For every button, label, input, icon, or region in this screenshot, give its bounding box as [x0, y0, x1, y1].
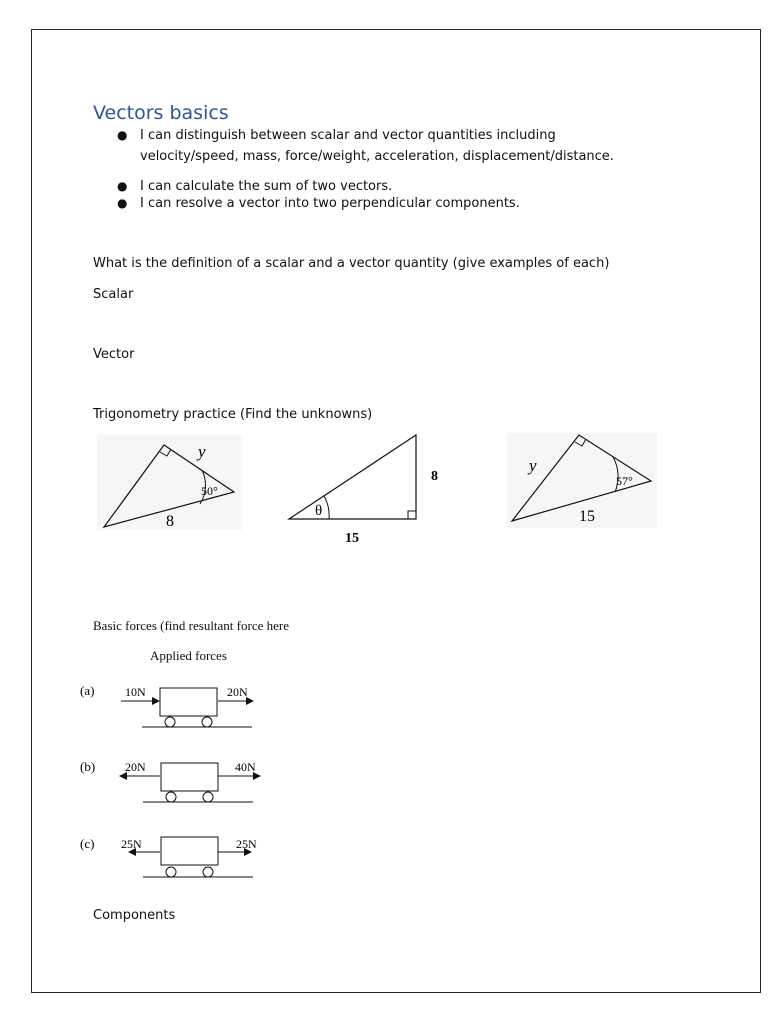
force-diagram-c — [77, 828, 292, 883]
case-b-left-force: 20N — [125, 760, 146, 774]
case-c-right-force: 25N — [236, 837, 257, 851]
list-item: I can distinguish between scalar and vector quantities including velocity/speed, mass, force/weight, acceleration, displacement/distance. — [140, 128, 614, 164]
case-a-right-force: 20N — [227, 685, 248, 699]
triangle-2-adjacent: 15 — [345, 531, 359, 546]
triangle-2-opposite: 8 — [431, 469, 438, 484]
forces-heading: Basic forces (find resultant force here — [93, 618, 289, 633]
vector-label: Vector — [93, 347, 135, 362]
cart-body — [160, 688, 217, 716]
triangle-2-unknown: θ — [315, 503, 323, 519]
triangle-1-angle: 50° — [201, 484, 218, 498]
right-angle-mark — [408, 511, 416, 519]
case-a-left-force: 10N — [125, 685, 146, 699]
cart-wheel — [165, 717, 175, 727]
bullet-icon: ● — [117, 179, 128, 193]
case-b-label: (b) — [80, 759, 96, 774]
triangle-1-side: 8 — [166, 513, 174, 530]
force-diagram-b — [77, 754, 292, 809]
case-c-left-force: 25N — [121, 837, 142, 851]
components-label: Components — [93, 908, 176, 923]
triangle-3 — [507, 433, 657, 528]
cart-wheel — [203, 792, 213, 802]
triangle-2 — [284, 430, 449, 550]
force-diagram-a — [77, 680, 292, 730]
bullet-icon: ● — [117, 196, 128, 210]
cart-wheel — [166, 792, 176, 802]
list-item: I can calculate the sum of two vectors. — [140, 179, 393, 194]
triangle-3-angle: 57° — [616, 474, 633, 488]
scalar-label: Scalar — [93, 287, 134, 302]
case-b-right-force: 40N — [235, 760, 256, 774]
applied-forces-label: Applied forces — [150, 648, 227, 663]
cart-body — [161, 763, 218, 791]
cart-wheel — [203, 867, 213, 877]
triangle-3-unknown: y — [529, 456, 537, 475]
document-page — [31, 29, 761, 993]
case-a-label: (a) — [80, 683, 95, 698]
trig-heading: Trigonometry practice (Find the unknowns) — [93, 407, 373, 422]
cart-wheel — [202, 717, 212, 727]
page-title: Vectors basics — [93, 102, 229, 124]
cart-wheel — [166, 867, 176, 877]
triangle-1 — [97, 435, 242, 530]
list-item: I can resolve a vector into two perpendicular components. — [140, 196, 520, 211]
case-c-label: (c) — [80, 836, 95, 851]
triangle-3-side: 15 — [579, 508, 595, 525]
bullet-icon: ● — [117, 128, 128, 142]
angle-arc — [324, 496, 329, 519]
triangle-1-unknown: y — [198, 442, 206, 461]
cart-body — [161, 837, 218, 865]
triangle-2-shape — [289, 435, 416, 519]
definition-question: What is the definition of a scalar and a vector quantity (give examples of each) — [93, 256, 610, 271]
